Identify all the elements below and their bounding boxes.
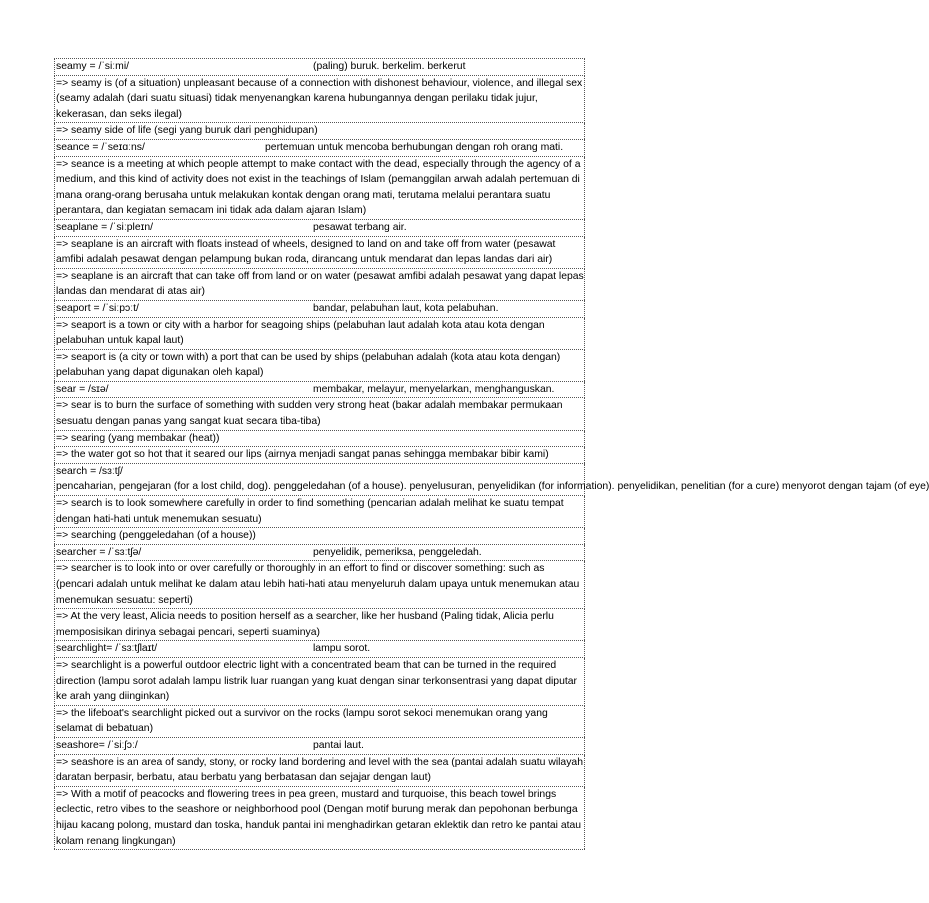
entry-headword-line — [54, 545, 585, 562]
dictionary-entry — [54, 641, 585, 738]
entry-term: searcher = /ˈsɜːtʃə/ — [56, 546, 142, 558]
entry-translation: pencaharian, pengejaran (for a lost child, dog). penggeledahan (of a house). penyelusuran, penyelidikan (for information). penyelidikan, penelitian (for a cure) menyorot dengan tajam (of eye) — [56, 481, 929, 493]
entry-example-line: => seamy side of life (segi yang buruk dari penghidupan) — [54, 123, 585, 139]
entry-term: searchlight= /ˈsɜːtʃlaɪt/ — [56, 643, 158, 655]
entry-translation: (paling) buruk. berkelim. berkerut — [313, 61, 466, 72]
dictionary-entry — [54, 220, 585, 301]
entry-term: seaport = /ˈsiːpɔːt/ — [56, 302, 139, 314]
entry-translation: pantai laut. — [313, 739, 364, 751]
entry-term: seance = /ˈseɪɑːns/ — [56, 141, 145, 153]
entry-example-line: => seashore is an area of sandy, stony, or rocky land bordering and level with the sea (pantai adalah suatu wilayah daratan berpasir, berbatu, atau berbatu yang berbatasan dan sejajar dengan laut) — [54, 755, 585, 787]
entry-translation: pertemuan untuk mencoba berhubungan dengan roh orang mati. — [265, 141, 564, 153]
entry-example-line: => seaplane is an aircraft with floats instead of wheels, designed to land on and take off from water (pesawat amfibi adalah pesawat dengan pelampung bukan roda, dirancang untuk mendarat dan lepas landas dari air) — [54, 237, 585, 269]
entry-example-line: => At the very least, Alicia needs to position herself as a searcher, like her husband (Paling tidak, Alicia perlu memposisikan dirinya sebagai pencari, seperti suaminya) — [54, 609, 585, 640]
entry-headword-line — [54, 464, 929, 496]
entry-example-line: => seaport is (a city or town with) a port that can be used by ships (pelabuhan adalah (kota atau kota dengan) pelabuhan yang dapat digunakan oleh kapal) — [54, 350, 585, 381]
entry-headword-line — [54, 59, 585, 76]
entry-translation: pesawat terbang air. — [313, 221, 407, 233]
entry-example-line: => searing (yang membakar (heat)) — [54, 431, 585, 448]
entry-example-line: => search is to look somewhere carefully in order to find something (pencarian adalah melihat ke suatu tempat dengan hati-hati untuk menemukan sesuatu) — [54, 496, 585, 528]
entry-headword-line — [54, 641, 585, 658]
dictionary-entry — [54, 545, 585, 642]
entry-term: seashore= /ˈsiːʃɔː/ — [56, 739, 138, 751]
entry-translation: penyelidik, pemeriksa, penggeledah. — [313, 546, 482, 558]
entry-headword-line — [54, 738, 585, 755]
entry-example-line: => seaport is a town or city with a harbor for seagoing ships (pelabuhan laut adalah kota atau kota dengan pelabuhan untuk kapal laut) — [54, 318, 585, 350]
entry-headword-line — [54, 220, 585, 237]
entry-headword-line — [54, 140, 585, 157]
entry-headword-line — [54, 382, 585, 399]
entry-example-line: => sear is to burn the surface of something with sudden very strong heat (bakar adalah membakar permukaan sesuatu dengan panas yang sangat kuat secara tiba-tiba) — [54, 398, 585, 430]
entry-term: seaplane = /ˈsiːpleɪn/ — [56, 221, 153, 233]
entry-term: sear = /sɪə/ — [56, 383, 109, 395]
dictionary-entry — [54, 464, 929, 545]
entry-translation: membakar, melayur, menyelarkan, menghanguskan. — [313, 383, 555, 395]
entry-example-line: => the lifeboat's searchlight picked out a survivor on the rocks (lampu sorot sekoci menemukan orang yang selamat di bebatuan) — [54, 706, 585, 737]
entry-headword-line — [54, 301, 585, 318]
entry-translation: lampu sorot. — [313, 643, 371, 655]
entry-example-line: => seaplane is an aircraft that can take off from land or on water (pesawat amfibi adalah pesawat yang dapat lepas landas dan mendarat di atas air) — [54, 269, 585, 300]
dictionary-entry — [54, 301, 585, 382]
entry-example-line: => searchlight is a powerful outdoor electric light with a concentrated beam that can be turned in the required direction (lampu sorot adalah lampu listrik luar ruangan yang kuat dengan sinar terkonsentrasi yang dapat diputar ke arah yang diinginkan) — [54, 658, 585, 706]
dictionary-entry — [54, 140, 585, 220]
entry-example-line: => seance is a meeting at which people attempt to make contact with the dead, especially through the agency of a medium, and this kind of activity does not exist in the teachings of Islam (pemanggilan arwah adalah pertemuan di mana orang-orang berusaha untuk melakukan kontak dengan orang mati, terutama melalui perantara suatu perantara, dan kegiatan semacam ini tidak ada dalam ajaran Islam) — [54, 157, 585, 219]
entry-translation: bandar, pelabuhan laut, kota pelabuhan. — [313, 302, 499, 314]
entry-term: seamy = /ˈsiːmi/ — [56, 61, 130, 72]
entry-term: search = /sɜːtʃ/ — [56, 465, 123, 477]
dictionary-entry — [54, 738, 585, 850]
dictionary-entry — [54, 382, 585, 464]
entry-example-line: => searching (penggeledahan (of a house)) — [54, 528, 585, 544]
entry-example-line: => the water got so hot that it seared our lips (airnya menjadi sangat panas sehingga membakar bibir kami) — [54, 447, 585, 463]
dictionary-document — [54, 58, 929, 850]
entry-example-line: => seamy is (of a situation) unpleasant because of a connection with dishonest behaviour, violence, and illegal sex (seamy adalah (dari suatu situasi) tidak menyenangkan karena hubungannya dengan perilaku tidak jujur, kekerasan, dan seks ilegal) — [54, 76, 585, 124]
entry-example-line: => searcher is to look into or over carefully or thoroughly in an effort to find or discover something: such as (pencari adalah untuk melihat ke dalam atau lebih hati-hati atau menyeluruh dalam upaya untuk menemukan atau menemukan sesuatu: seperti) — [54, 561, 585, 609]
entry-example-line: => With a motif of peacocks and flowering trees in pea green, mustard and turquoise, this beach towel brings eclectic, retro vibes to the seashore or neighborhood pool (Dengan motif burung merak dan pepohonan berbunga hijau kacang polong, mustard dan toska, handuk pantai ini menghadirkan getaran eklektik dan retro ke pantai atau kolam renang lingkungan) — [54, 787, 585, 849]
dictionary-entry — [54, 58, 585, 140]
